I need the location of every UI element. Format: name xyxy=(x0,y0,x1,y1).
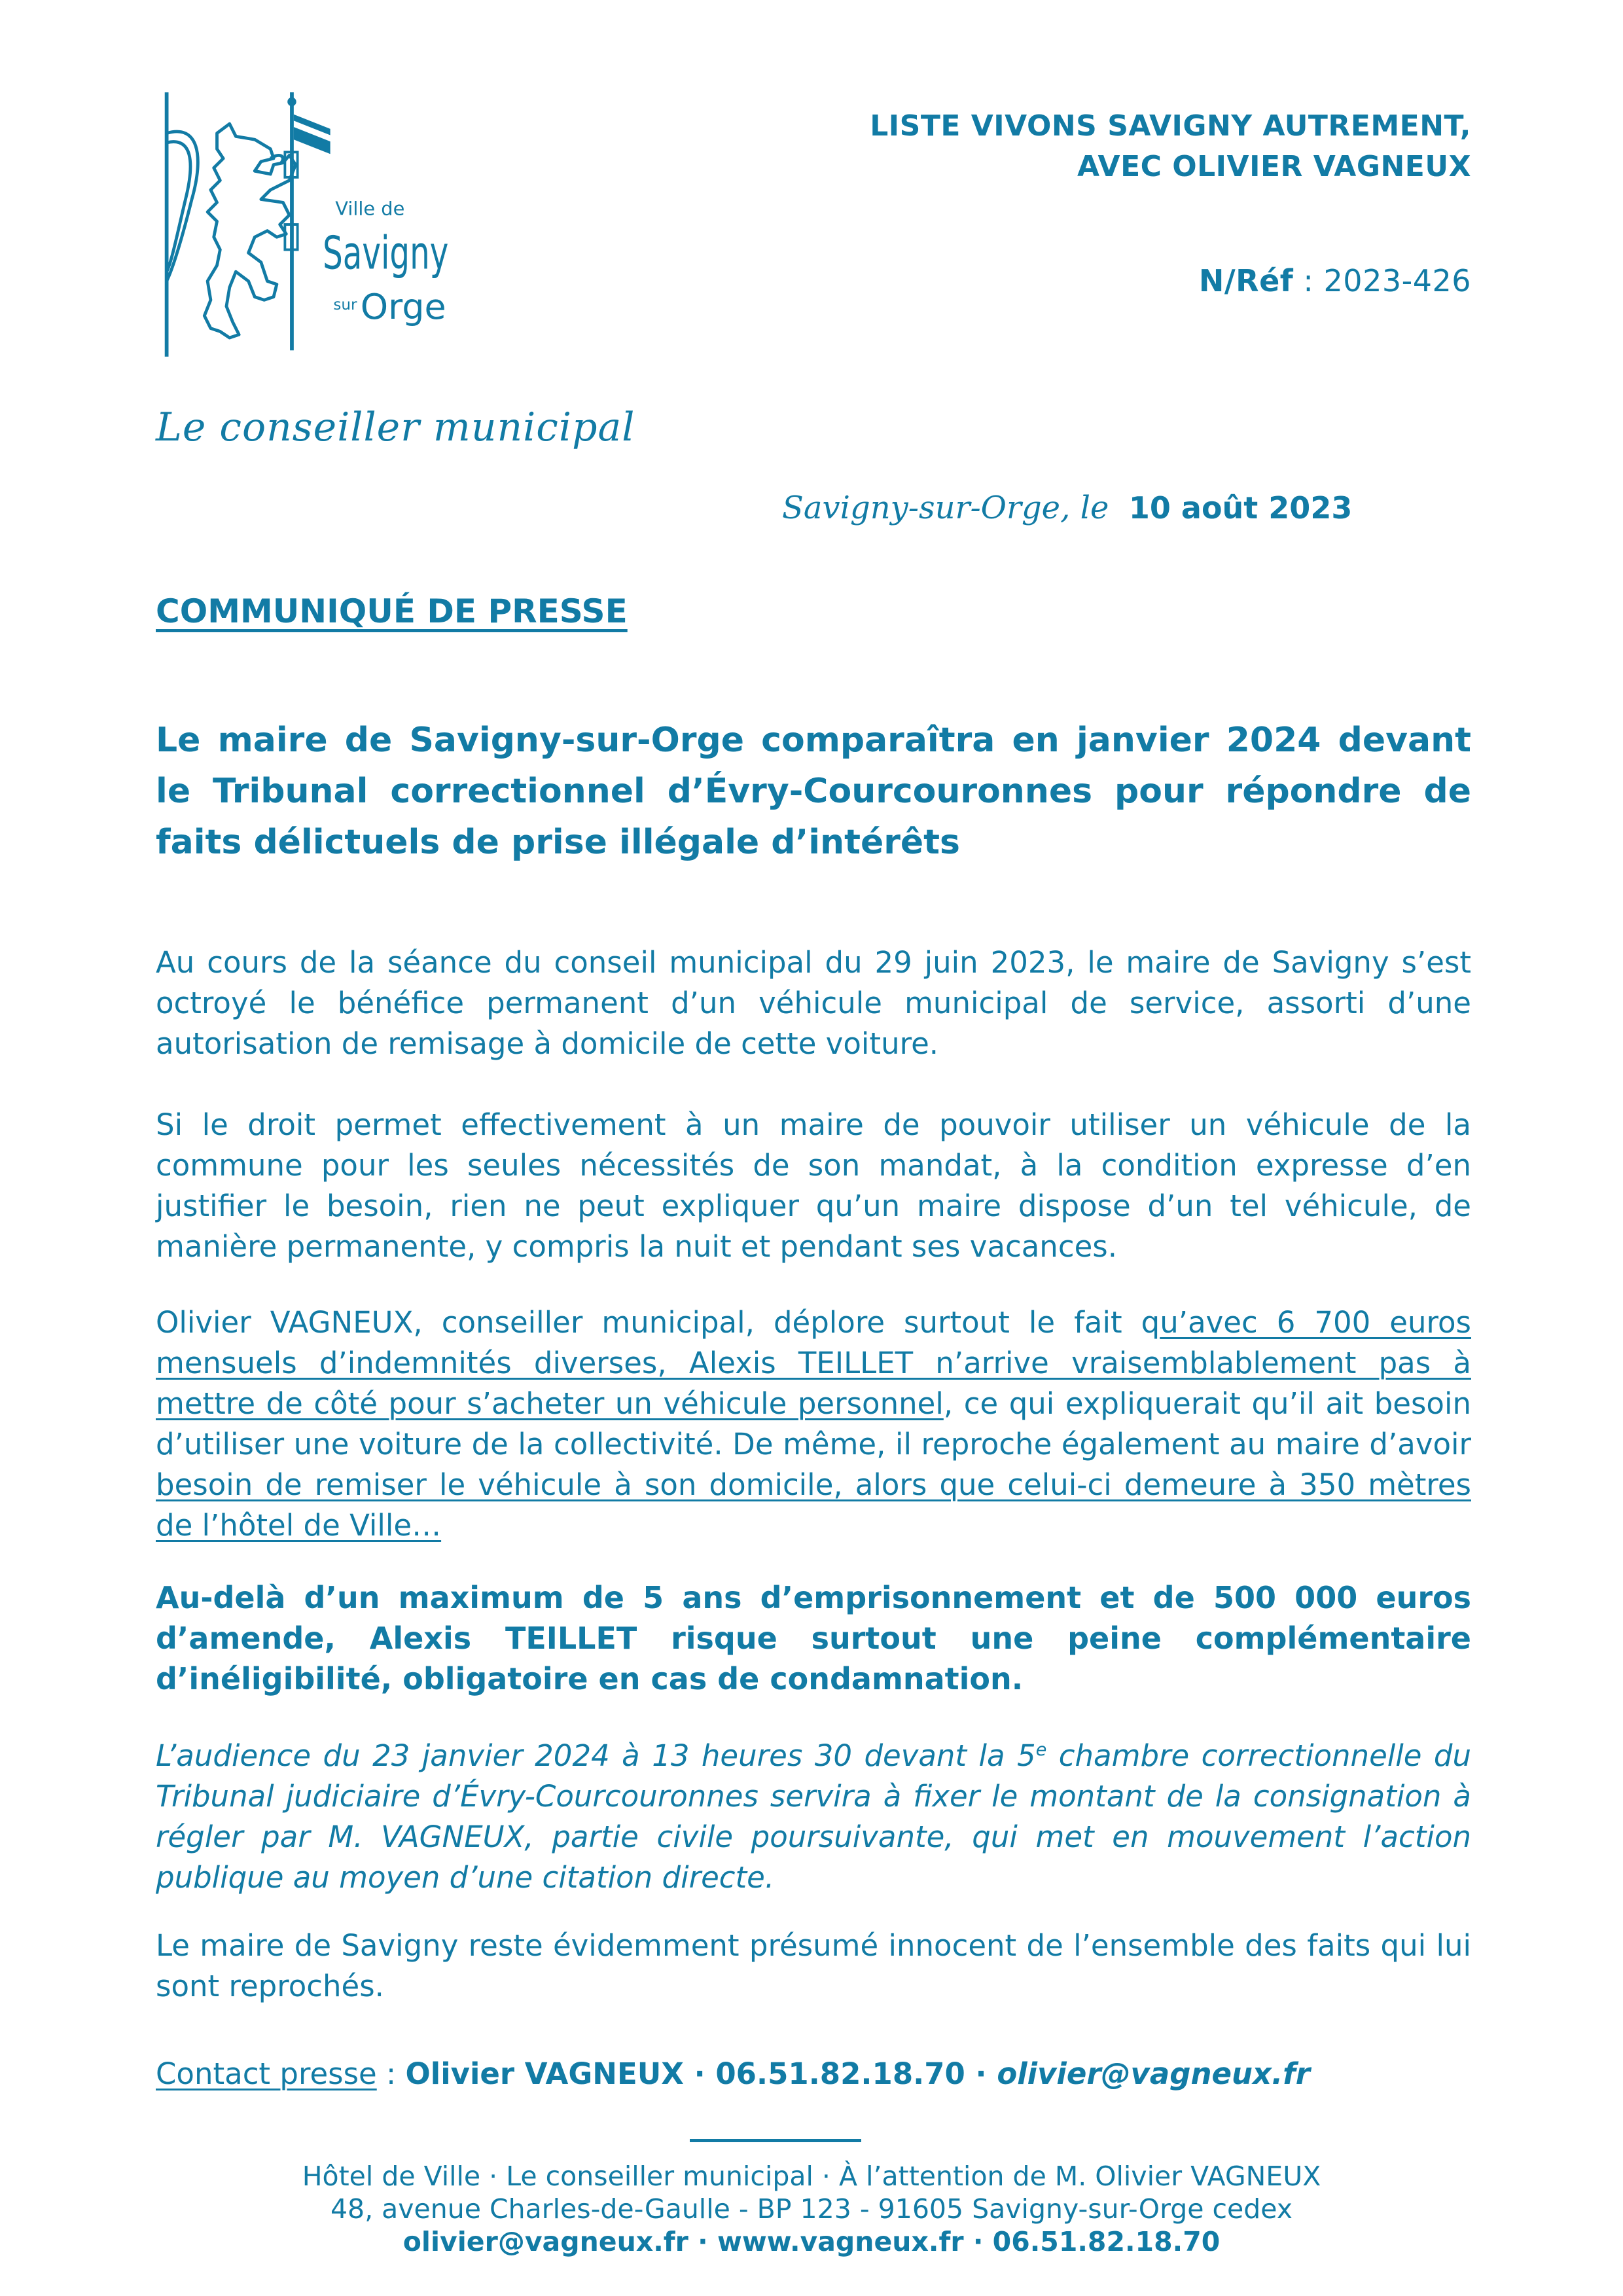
dateline-date: 10 août 2023 xyxy=(1128,490,1353,526)
list-name-line1: LISTE VIVONS SAVIGNY AUTREMENT, xyxy=(870,109,1471,143)
contact-dot-1: · xyxy=(683,2056,716,2091)
reference-number: 2023-426 xyxy=(1323,263,1471,298)
lion-rampant-with-flag-icon xyxy=(160,77,488,372)
document-type-title: COMMUNIQUÉ DE PRESSE xyxy=(156,592,628,630)
contact-label: Contact presse xyxy=(156,2056,377,2091)
contact-dot-2: · xyxy=(965,2056,997,2091)
contact-phone[interactable]: 06.51.82.18.70 xyxy=(715,2056,965,2091)
paragraph-5-hearing xyxy=(156,1736,1471,1898)
logo-line1: Ville de xyxy=(335,197,405,220)
contact-separator: : xyxy=(376,2056,406,2091)
paragraph-6: Le maire de Savigny reste évidemment présumé innocent de l’ensemble des faits qui lui sont reprochés. xyxy=(156,1928,1471,2003)
paragraph-4-penalties: Au-delà d’un maximum de 5 ans d’emprisonnement et de 500 000 euros d’amende, Alexis TEILLET risque surtout une peine complémentaire d’inéligibilité, obligatoire en cas de condamnation. xyxy=(156,1580,1471,1696)
footer-line-1: Hôtel de Ville · Le conseiller municipal · À l’attention de M. Olivier VAGNEUX xyxy=(302,2161,1321,2192)
footer xyxy=(0,2160,1623,2258)
contact-name: Olivier VAGNEUX xyxy=(405,2056,684,2091)
paragraph-3 xyxy=(156,1302,1471,1546)
footer-contacts: olivier@vagneux.fr · www.vagneux.fr · 06.51.82.18.70 xyxy=(402,2226,1221,2257)
dateline-place: Savigny-sur-Orge, le xyxy=(782,490,1109,526)
reference xyxy=(1199,260,1471,301)
logo-line2: Savigny xyxy=(323,227,449,280)
paragraph-1: Au cours de la séance du conseil municipal du 29 juin 2023, le maire de Savigny s’est octroyé le bénéfice permanent d’un véhicule municipal de service, assorti d’une autorisation de remisage à domicile de cette voiture. xyxy=(156,945,1471,1061)
reference-label: N/Réf xyxy=(1198,263,1294,298)
headline: Le maire de Savigny-sur-Orge comparaîtra en janvier 2024 devant le Tribunal correctionnel d’Évry-Courcouronnes pour répondre de faits délictuels de prise illégale d’intérêts xyxy=(156,721,1471,862)
paragraph-5-text-b: chambre correctionnelle du Tribunal judiciaire d’Évry-Courcouronnes servira à fixer le montant de la consignation à régler par M. VAGNEUX, partie civile poursuivante, qui met en mouvement l’action publique au moyen d’une citation directe. xyxy=(156,1738,1471,1895)
list-name-line2: AVEC OLIVIER VAGNEUX xyxy=(1077,150,1471,183)
press-contact xyxy=(156,2054,1471,2094)
dateline xyxy=(782,490,1352,526)
contact-email[interactable]: olivier@vagneux.fr xyxy=(997,2056,1310,2091)
paragraph-3-text-b: , ce qui expliquerait qu’il ait besoin d’utiliser une voiture de la collectivité. De même, il reproche également au maire d’avoir xyxy=(156,1386,1471,1462)
paragraph-3-text-a: Olivier VAGNEUX, conseiller municipal, déplore surtout le fait q xyxy=(156,1305,1160,1340)
logo-line3-small: sur xyxy=(333,296,357,314)
paragraph-3-underlined-a: u’avec 6 700 euros mensuels d’indemnités diverses, Alexis TEILLET n’arrive vraisemblablement pas à mettre de côté pour s’acheter un véhicule personnel xyxy=(156,1305,1472,1421)
logo-line3: Orge xyxy=(360,286,446,328)
footer-address: 48, avenue Charles-de-Gaulle - BP 123 - 91605 Savigny-sur-Orge cedex xyxy=(330,2193,1293,2225)
paragraph-5-text-a: L’audience du 23 janvier 2024 à 13 heures 30 devant la 5 xyxy=(156,1738,1036,1773)
paragraph-2: Si le droit permet effectivement à un maire de pouvoir utiliser un véhicule de la commune pour les seules nécessités de son mandat, à la condition expresse d’en justifier le besoin, rien ne peut expliquer qu’un maire dispose d’un tel véhicule, de manière permanente, y compris la nuit et pendant ses vacances. xyxy=(156,1107,1471,1264)
ordinal-suffix: e xyxy=(1035,1740,1047,1760)
list-name xyxy=(870,106,1471,187)
reference-separator: : xyxy=(1293,263,1324,298)
city-logo xyxy=(160,77,488,372)
paragraph-3-underlined-b: besoin de remiser le véhicule à son domicile, alors que celui-ci demeure à 350 mètres de l’hôtel de Ville… xyxy=(156,1467,1471,1543)
sender-role: Le conseiller municipal xyxy=(156,404,635,450)
footer-divider xyxy=(690,2139,861,2142)
